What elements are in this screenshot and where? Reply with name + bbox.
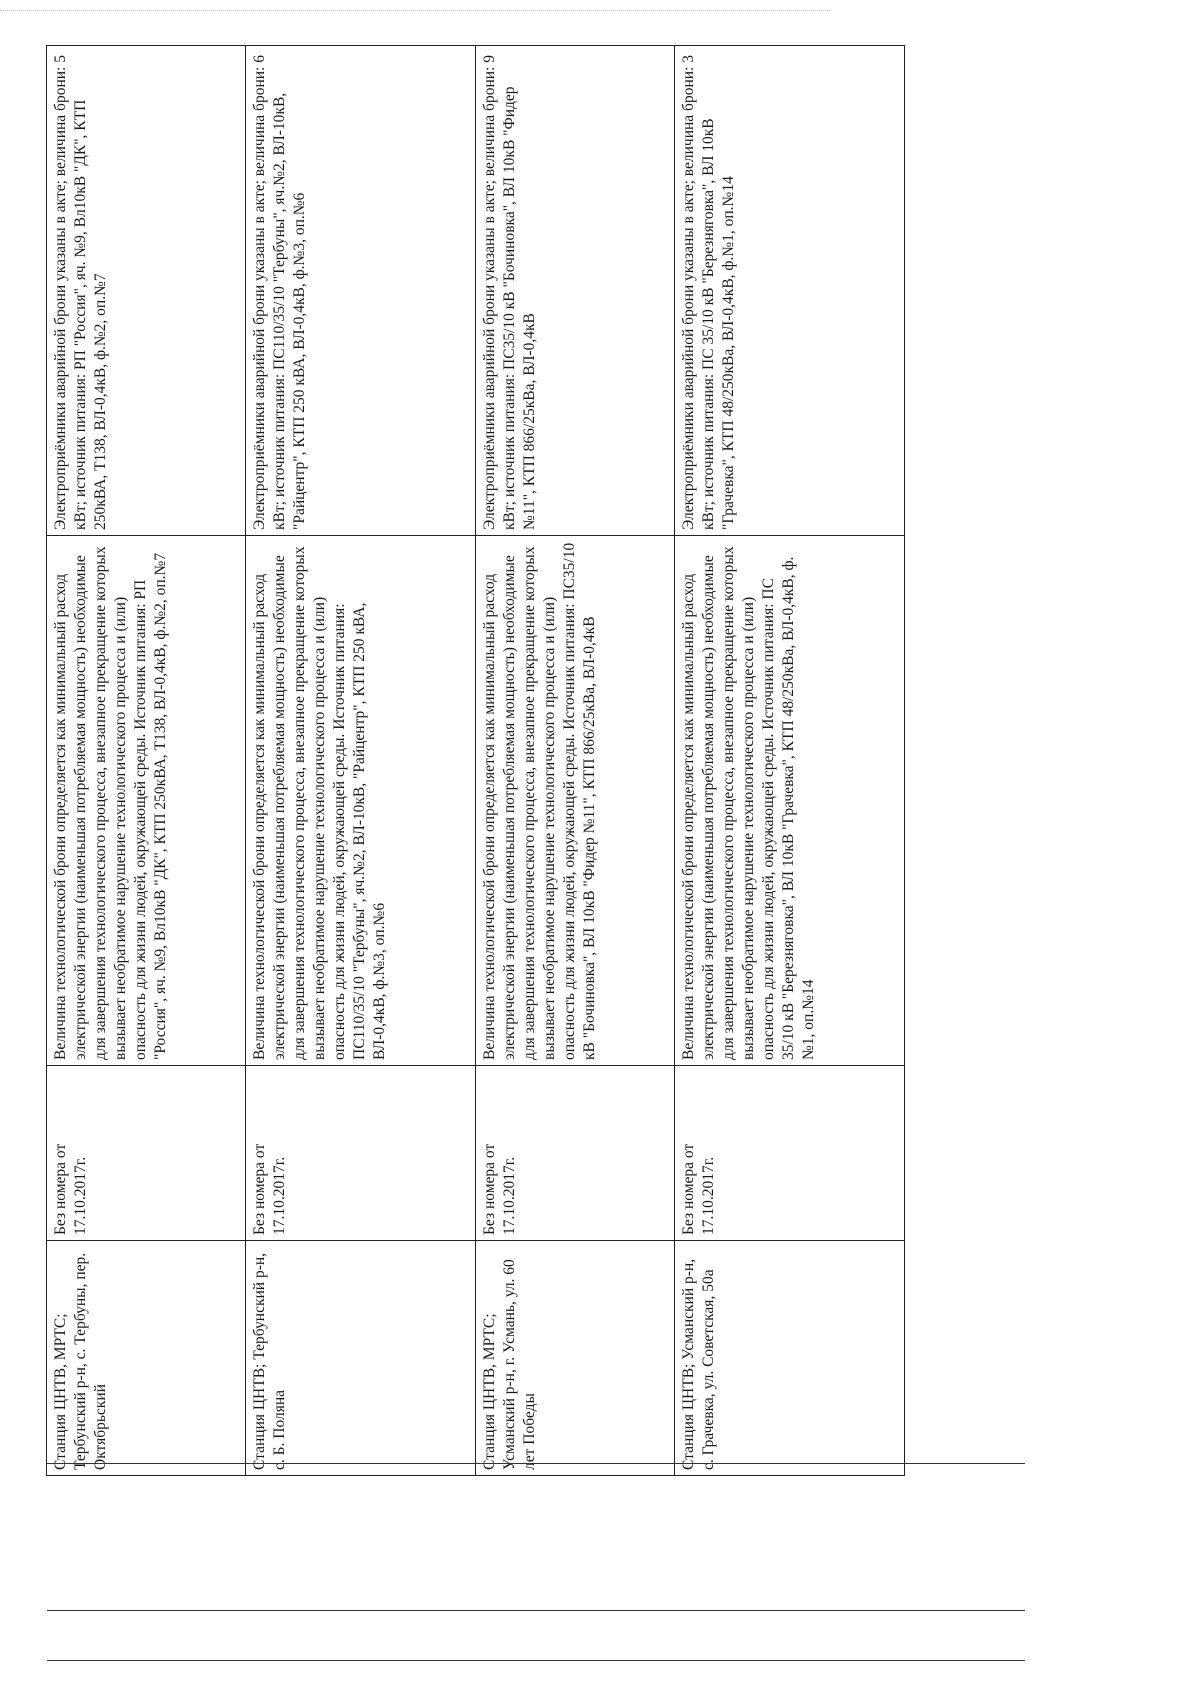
emergency-reserve-cell: Электроприёмники аварийной брони указаны в акте; величина брони: 9 кВт; источник питания: ПС35/10 кВ "Бочиновка", ВЛ 10кВ "Фидер №11", КТП 866/25кВа, ВЛ-0,4кВ [475,46,674,536]
tech-reserve-cell: Величина технологической брони определяется как минимальный расход электрической энергии (наименьшая потребляемая мощность) необходимые для завершения технологического процесса, внезапное прекращение которых вызывает необратимое нарушение технологического процесса и (или) опасность для жизни людей, окружающей среды. Источник питания: РП "Россия", яч. №9, Вл10кВ "ДК", КТП 250кВА, Т138, ВЛ-0,4кВ, ф.№2, оп.№7 [47,536,246,1066]
object-cell: Станция ЦНТВ; Усманский р-н, с. Грачевка, ул. Советская, 50а [674,1241,904,1476]
horizontal-rule [47,1463,1025,1464]
document-cell: Без номера от 17.10.2017г. [674,1066,904,1241]
document-cell: Без номера от 17.10.2017г. [475,1066,674,1241]
emergency-reserve-cell: Электроприёмники аварийной брони указаны в акте; величина брони: 3 кВт; источник питания: ПС 35/10 кВ "Березняговка", ВЛ 10кВ "Грачевка", КТП 48/250кВа, ВЛ-0,4кВ, ф.№1, оп.№14 [674,46,904,536]
table-row [674,46,904,1476]
emergency-reserve-cell: Электроприёмники аварийной брони указаны в акте; величина брони: 6 кВт; источник питания: ПС110/35/10 "Тербуны", яч.№2, ВЛ-10кВ, "Райцентр", КТП 250 кВА, ВЛ-0,4кВ, ф.№3, оп.№6 [245,46,475,536]
tech-reserve-cell: Величина технологической брони определяется как минимальный расход электрической энергии (наименьшая потребляемая мощность) необходимые для завершения технологического процесса, внезапное прекращение которых вызывает необратимое нарушение технологического процесса и (или) опасность для жизни людей, окружающей среды. Источник питания: ПС110/35/10 "Тербуны", яч.№2, ВЛ-10кВ, "Райцентр", КТП 250 кВА, ВЛ-0,4кВ, ф.№3, оп.№6 [245,536,475,1066]
horizontal-rule [47,1610,1025,1611]
table-row [245,46,475,1476]
table-row [475,46,674,1476]
tech-reserve-cell: Величина технологической брони определяется как минимальный расход электрической энергии (наименьшая потребляемая мощность) необходимые для завершения технологического процесса, внезапное прекращение которых вызывает необратимое нарушение технологического процесса и (или) опасность для жизни людей, окружающей среды. Источник питания: ПС35/10 кВ "Бочиновка", ВЛ 10кВ "Фидер №11", КТП 866/25кВа, ВЛ-0,4кВ [475,536,674,1066]
horizontal-rule [47,1660,1025,1661]
emergency-reserve-cell: Электроприёмники аварийной брони указаны в акте; величина брони: 5 кВт; источник питания: РП "Россия", яч. №9, Вл10кВ "ДК", КТП 250кВА, Т138, ВЛ-0,4кВ, ф.№2, оп.№7 [47,46,246,536]
rotated-table-sheet [46,46,905,1476]
document-cell: Без номера от 17.10.2017г. [47,1066,246,1241]
object-cell: Станция ЦНТВ, МРТС; Тербунский р-н, с. Тербуны, пер. Октябрьский [47,1241,246,1476]
reserve-acts-table [46,45,905,1476]
object-cell: Станция ЦНТВ; Тербунский р-н, с. Б. Поляна [245,1241,475,1476]
document-cell: Без номера от 17.10.2017г. [245,1066,475,1241]
top-dotted-rule [0,10,830,11]
table-row [47,46,246,1476]
tech-reserve-cell: Величина технологической брони определяется как минимальный расход электрической энергии (наименьшая потребляемая мощность) необходимые для завершения технологического процесса, внезапное прекращение которых вызывает необратимое нарушение технологического процесса и (или) опасность для жизни людей, окружающей среды. Источник питания: ПС 35/10 кВ "Березняговка", ВЛ 10кВ "Грачевка", КТП 48/250кВа, ВЛ-0,4кВ, ф.№1, оп.№14 [674,536,904,1066]
object-cell: Станция ЦНТВ, МРТС; Усманский р-н, г. Усмань, ул. 60 лет Победы [475,1241,674,1476]
